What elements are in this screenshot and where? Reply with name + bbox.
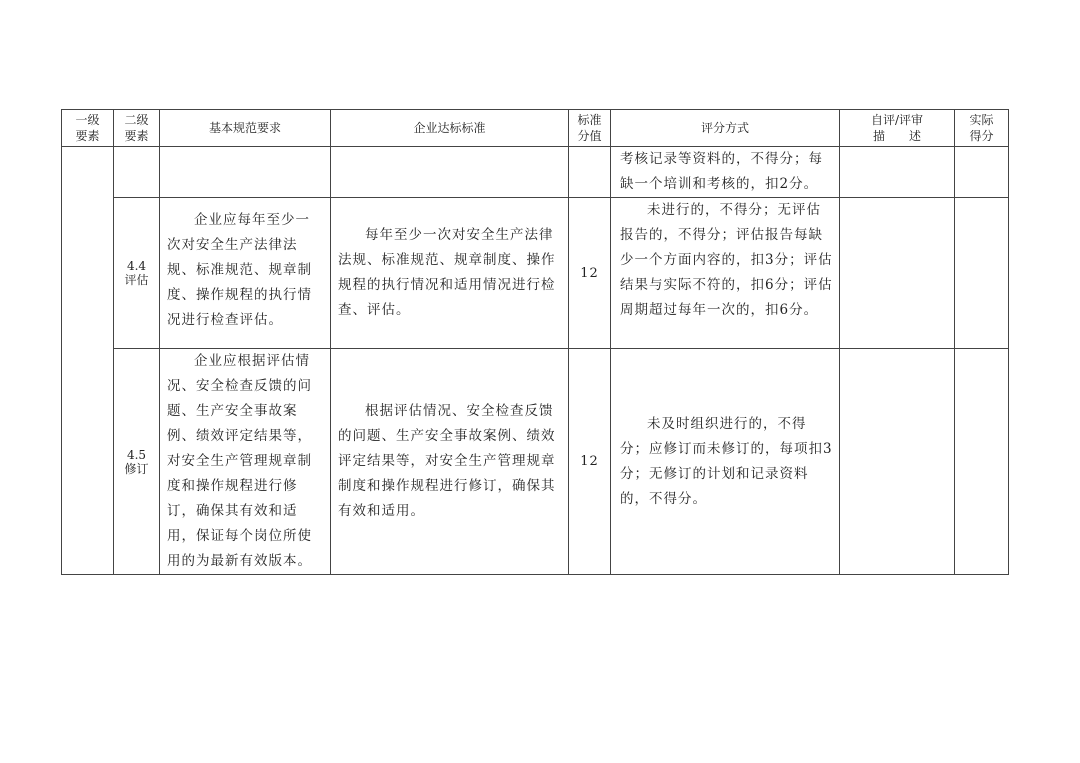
actual-score-cell (955, 147, 1009, 198)
header-self-evaluation (840, 110, 955, 147)
header-level2-line2: 要素 (124, 129, 149, 143)
level1-cell (62, 147, 114, 575)
table-header-row (62, 110, 1009, 147)
level2-cell (114, 349, 160, 575)
basic-req-cell (160, 198, 331, 349)
standard-cell (331, 198, 569, 349)
standard-cell (331, 147, 569, 198)
header-level2-line1: 二级 (124, 113, 149, 127)
basic-req-cell (160, 147, 331, 198)
method-cell (611, 198, 840, 349)
standard-cell (331, 349, 569, 575)
header-scoring-method: 评分方式 (611, 110, 840, 147)
header-self-eval-line2: 描 述 (872, 129, 921, 143)
header-actual-line2: 得分 (969, 129, 994, 143)
method-text: 未及时组织进行的，不得分；应修订而未修订的，每项扣3分；无修订的计划和记录资料的，不得分。 (620, 415, 833, 507)
level2-code: 4.5 (126, 447, 147, 462)
standard-text: 每年至少一次对安全生产法律法规、标准规范、规章制度、操作规程的执行情况和适用情况进行检查、评估。 (338, 227, 556, 318)
level2-name: 评估 (124, 273, 149, 287)
table-row (62, 147, 1009, 198)
header-self-eval-line1: 自评/评审 (870, 113, 924, 127)
header-score-line2: 分值 (577, 129, 602, 143)
table-row (62, 349, 1009, 575)
header-level1-line2: 要素 (75, 129, 100, 143)
self-eval-cell (840, 147, 955, 198)
method-cell (611, 349, 840, 575)
header-basic-requirements: 基本规范要求 (160, 110, 331, 147)
self-eval-cell (840, 349, 955, 575)
score-cell (569, 147, 611, 198)
method-cell (611, 147, 840, 198)
header-score (569, 110, 611, 147)
standard-text: 根据评估情况、安全检查反馈的问题、生产安全事故案例、绩效评定结果等，对安全生产管理规章制度和操作规程进行修订，确保其有效和适用。 (338, 403, 556, 519)
actual-score-cell (955, 198, 1009, 349)
header-enterprise-standard: 企业达标标准 (331, 110, 569, 147)
level2-name: 修订 (124, 461, 149, 476)
header-actual-line1: 实际 (969, 113, 994, 127)
table-row (62, 198, 1009, 349)
method-text: 未进行的，不得分；无评估报告的，不得分；评估报告每缺少一个方面内容的，扣3分；评估结果与实际不符的，扣6分；评估周期超过每年一次的，扣6分。 (620, 202, 833, 318)
actual-score-cell (955, 349, 1009, 575)
header-level1 (62, 110, 114, 147)
basic-req-text: 企业应根据评估情况、安全检查反馈的问题、生产安全事故案例、绩效评定结果等，对安全生产管理规章制度和操作规程进行修订，确保其有效和适用，保证每个岗位所使用的为最新有效版本。 (167, 353, 312, 569)
header-score-line1: 标准 (577, 113, 602, 127)
method-text: 考核记录等资料的，不得分；每缺一个培训和考核的，扣2分。 (620, 151, 823, 192)
header-level2 (114, 110, 160, 147)
level2-cell (114, 147, 160, 198)
self-eval-cell (840, 198, 955, 349)
level2-cell (114, 198, 160, 349)
score-cell: 12 (569, 349, 611, 575)
standards-table (61, 109, 1009, 575)
score-cell: 12 (569, 198, 611, 349)
basic-req-text: 企业应每年至少一次对安全生产法律法规、标准规范、规章制度、操作规程的执行情况进行检查评估。 (167, 212, 312, 328)
level2-code: 4.4 (126, 259, 147, 273)
basic-req-cell (160, 349, 331, 575)
header-level1-line1: 一级 (75, 113, 100, 127)
header-actual-score (955, 110, 1009, 147)
